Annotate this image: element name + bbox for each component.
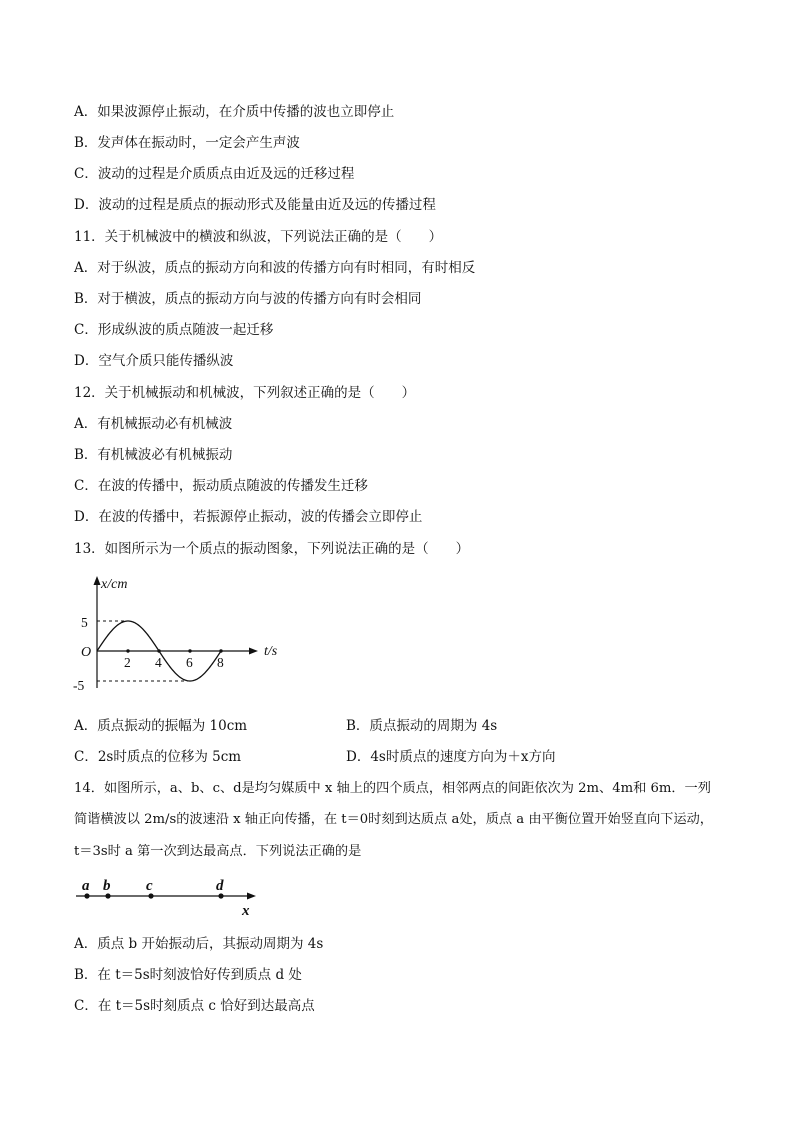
point-c: [148, 893, 153, 898]
q14-stem-line3: t＝3s时 a 第一次到达最高点．下列说法正确的是: [74, 844, 362, 859]
point-label-a: a: [82, 878, 90, 894]
q11-option-b: B．对于横波，质点的振动方向与波的传播方向有时会相同: [74, 291, 422, 307]
x-tick-label: 8: [217, 655, 224, 670]
x-tick-label: 2: [124, 655, 131, 670]
y-axis-arrow: [94, 576, 101, 585]
q13-stem: 13．如图所示为一个质点的振动图象，下列说法正确的是（ ）: [74, 541, 470, 557]
q11-option-d: D．空气介质只能传播纵波: [74, 353, 234, 369]
q10-option-c: C．波动的过程是介质质点由近及远的迁移过程: [74, 166, 355, 182]
x-tick-label: 6: [186, 655, 193, 670]
point-label-c: c: [146, 878, 153, 894]
q10-option-d: D．波动的过程是质点的振动形式及能量由近及远的传播过程: [74, 197, 436, 213]
q13-option-a: A．质点振动的振幅为 10cm: [74, 718, 248, 734]
y-tick-neg5: -5: [73, 678, 85, 693]
q12-stem: 12．关于机械振动和机械波，下列叙述正确的是（ ）: [74, 385, 416, 401]
x-axis-label: t/s: [264, 644, 278, 659]
point-b: [105, 893, 110, 898]
q11-option-c: C．形成纵波的质点随波一起迁移: [74, 322, 274, 338]
q13-option-d: D．4s时质点的速度方向为＋x方向: [346, 749, 556, 765]
vibration-graph: [70, 570, 300, 700]
x-axis-arrow: [247, 893, 256, 900]
x-tick-dot: [157, 649, 160, 652]
point-label-d: d: [216, 878, 224, 894]
q11-option-a: A．对于纵波，质点的振动方向和波的传播方向有时相同，有时相反: [74, 260, 476, 276]
q13-option-b: B．质点振动的周期为 4s: [346, 718, 498, 734]
q14-option-b: B．在 t＝5s时刻波恰好传到质点 d 处: [74, 967, 302, 983]
y-tick-5: 5: [81, 615, 88, 630]
x-tick-label: 4: [155, 655, 162, 670]
y-axis-label: x/cm: [101, 577, 128, 592]
x-axis-label: x: [242, 903, 250, 919]
x-tick-dot: [126, 649, 129, 652]
q12-option-b: B．有机械波必有机械振动: [74, 447, 233, 463]
points-diagram: [72, 870, 272, 920]
q11-stem: 11．关于机械波中的横波和纵波，下列说法正确的是（ ）: [74, 229, 443, 245]
q14-stem-line2: 简谐横波以 2m/s的波速沿 x 轴正向传播，在 t＝0时刻到达质点 a处，质点 a 由平衡位置开始竖直向下运动，: [74, 812, 713, 827]
q13-option-c: C．2s时质点的位移为 5cm: [74, 749, 242, 765]
point-label-b: b: [103, 878, 111, 894]
x-tick-dot: [188, 649, 191, 652]
q12-option-d: D．在波的传播中，若振源停止振动，波的传播会立即停止: [74, 509, 423, 525]
point-a: [84, 893, 89, 898]
point-d: [218, 893, 223, 898]
q10-option-b: B．发声体在振动时，一定会产生声波: [74, 135, 300, 151]
q12-option-c: C．在波的传播中，振动质点随波的传播发生迁移: [74, 478, 368, 494]
origin-label: O: [81, 645, 92, 660]
x-axis-arrow: [249, 648, 258, 655]
q10-option-a: A．如果波源停止振动，在介质中传播的波也立即停止: [74, 104, 395, 120]
q14-option-a: A．质点 b 开始振动后，其振动周期为 4s: [74, 936, 324, 952]
q14-stem-line1: 14．如图所示，a、b、c、d是均匀媒质中 x 轴上的四个质点，相邻两点的间距依次为 2m、4m和 6m．一列: [74, 781, 711, 796]
q12-option-a: A．有机械振动必有机械波: [74, 416, 233, 432]
x-tick-dot: [219, 649, 222, 652]
q14-option-c: C．在 t＝5s时刻质点 c 恰好到达最高点: [74, 998, 315, 1014]
